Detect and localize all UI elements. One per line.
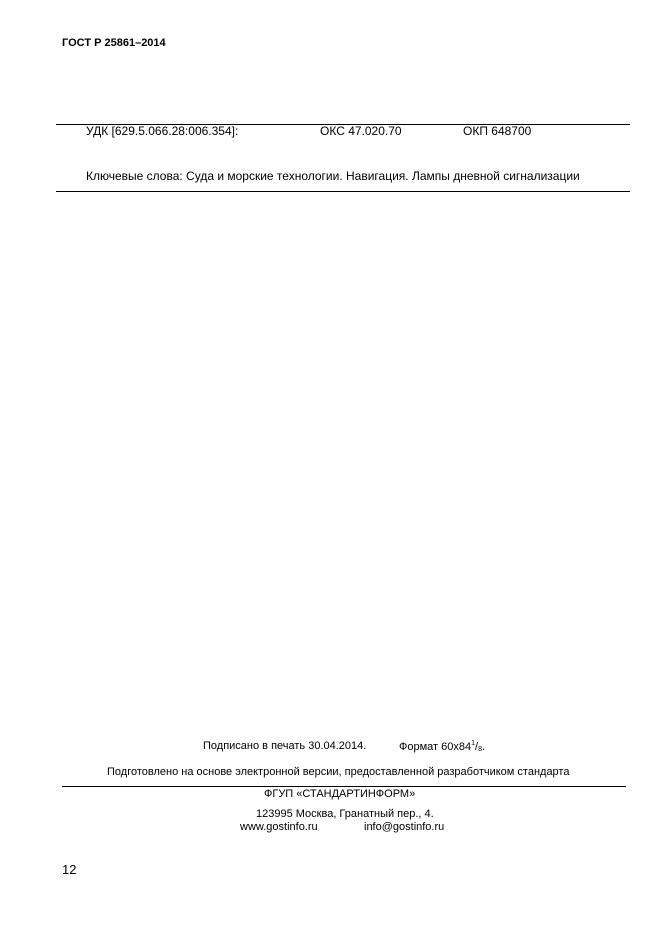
format-suffix: . (481, 741, 486, 753)
format-denominator: 8 (478, 746, 482, 753)
paper-format (399, 740, 485, 753)
footer-divider (62, 786, 626, 787)
standard-code: ГОСТ Р 25861–2014 (62, 37, 166, 49)
format-slash: / (475, 741, 479, 753)
udk-code: УДК [629.5.066.28:006.354]: (86, 124, 239, 138)
publisher-name: ФГУП «СТАНДАРТИНФОРМ» (264, 788, 416, 800)
format-prefix: Формат 60х84 (399, 741, 472, 753)
format-numerator: 1 (471, 740, 476, 747)
page-number: 12 (62, 862, 77, 877)
website-link[interactable]: www.gostinfo.ru (240, 821, 318, 833)
okp-code: ОКП 648700 (463, 124, 532, 138)
prepared-note: Подготовлено на основе электронной версии, предоставленной разработчиком стандарта (107, 766, 570, 778)
keywords-divider (56, 191, 630, 192)
publisher-address: 123995 Москва, Гранатный пер., 4. (256, 808, 434, 820)
keywords-line: Ключевые слова: Суда и морские технологии. Навигация. Лампы дневной сигнализации (86, 169, 580, 183)
email-link[interactable]: info@gostinfo.ru (364, 821, 445, 833)
signed-date: Подписано в печать 30.04.2014. (203, 740, 367, 752)
oks-code: ОКС 47.020.70 (320, 124, 402, 138)
